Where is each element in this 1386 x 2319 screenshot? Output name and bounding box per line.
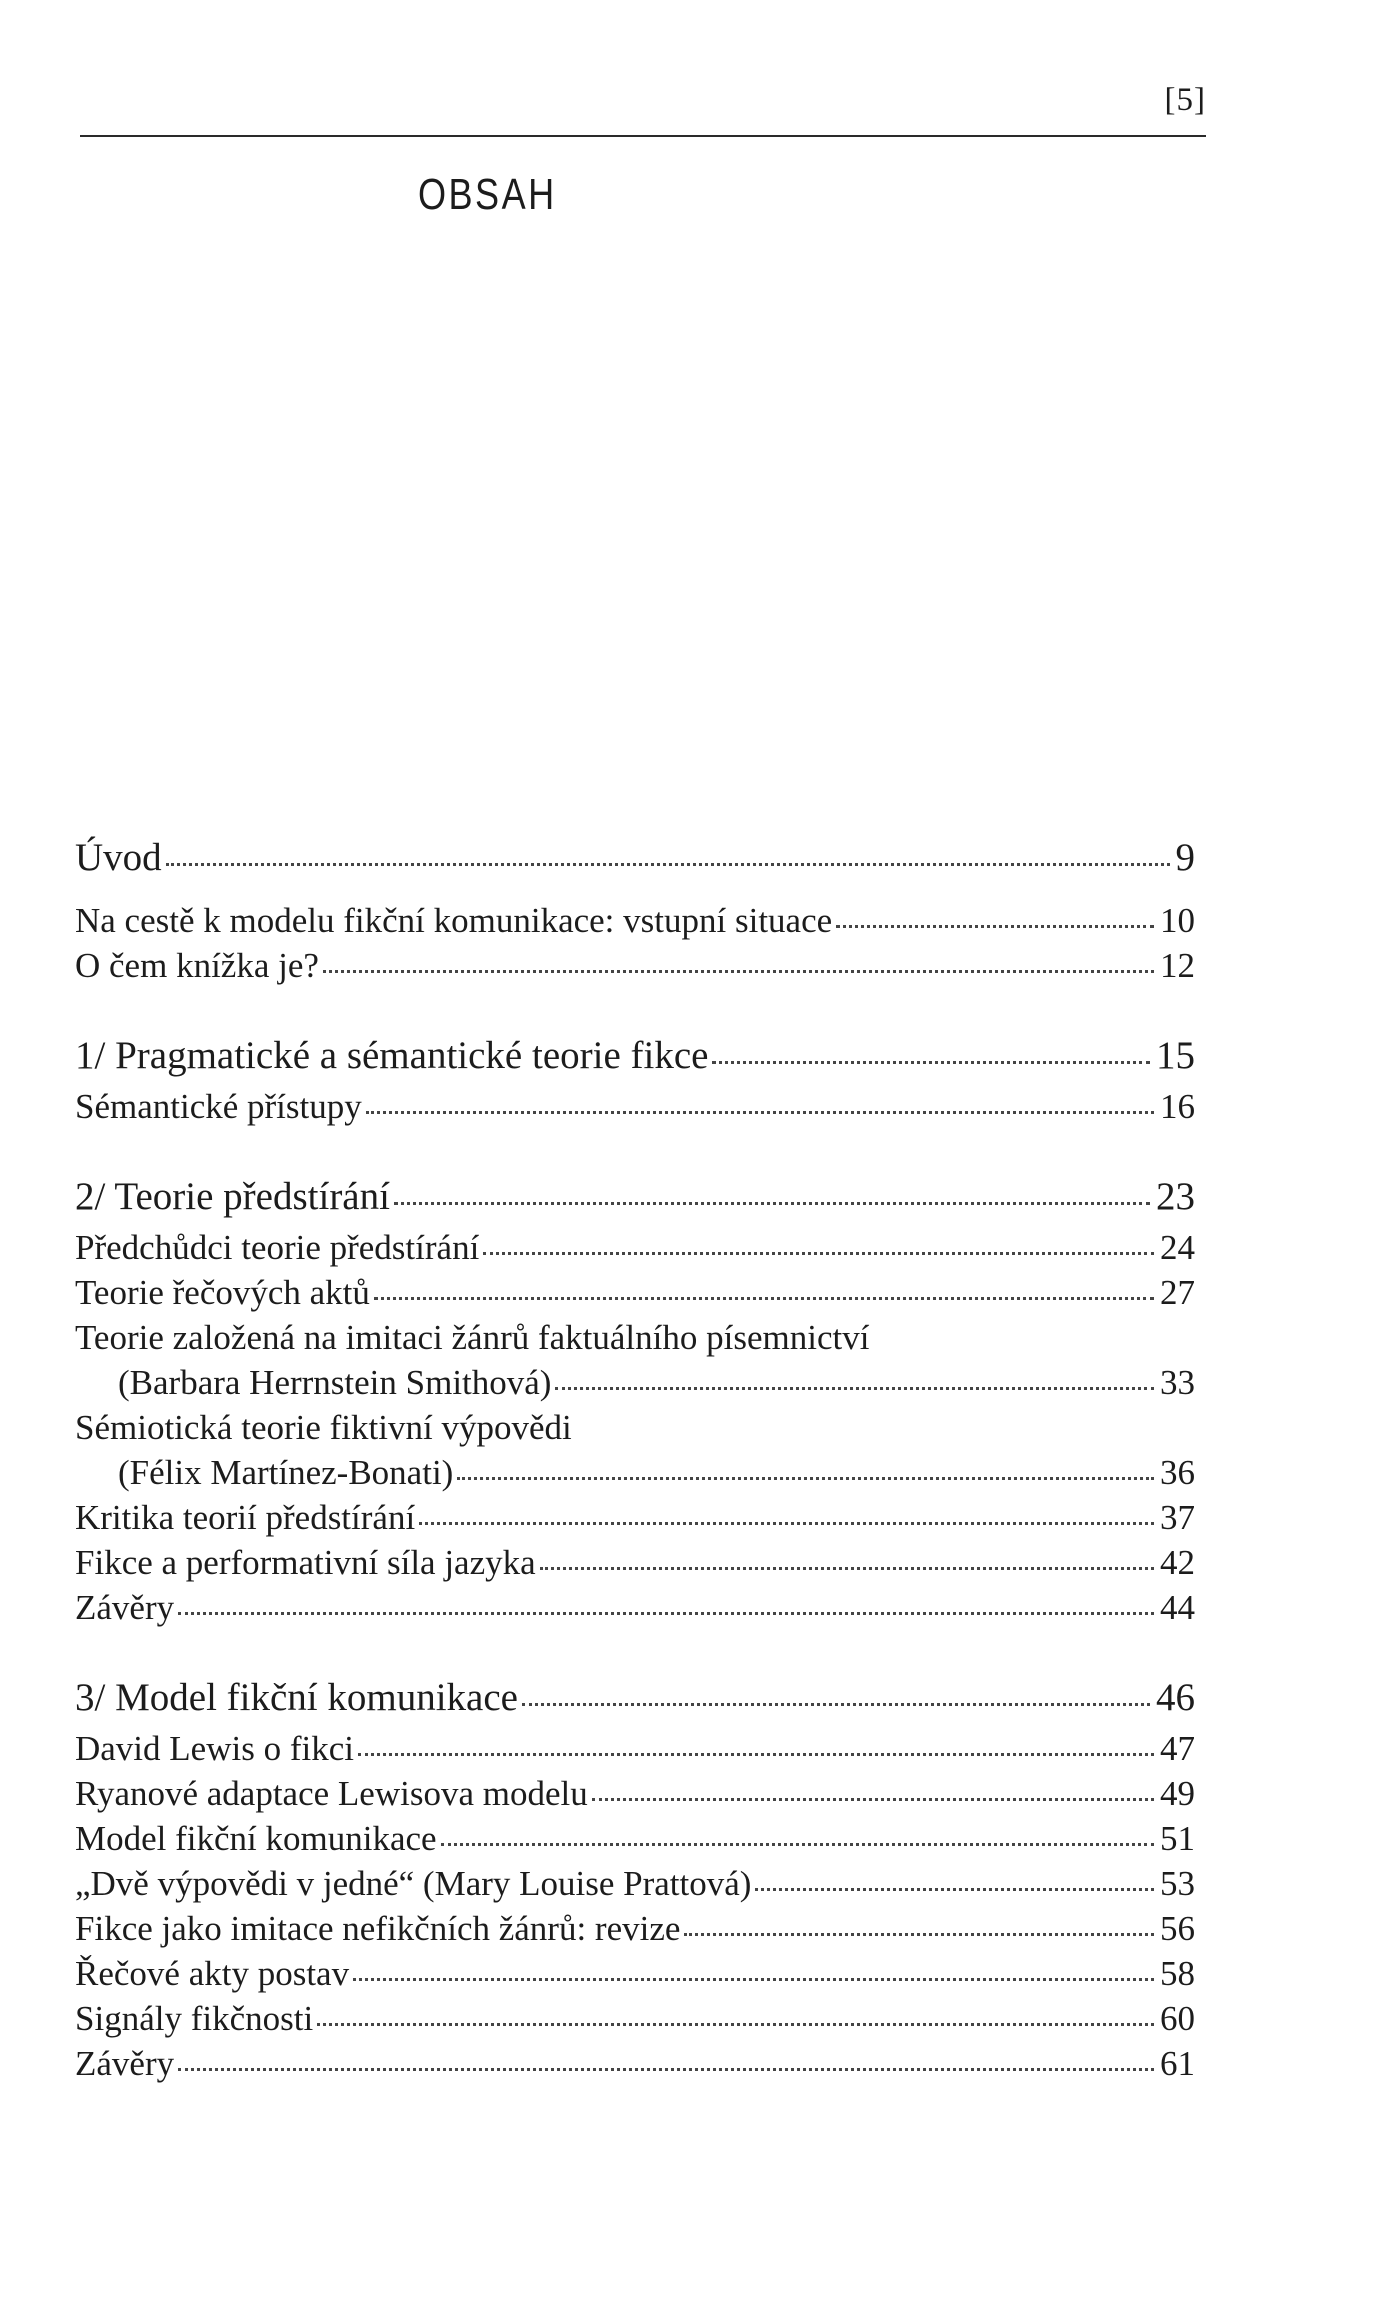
toc-entry-label: Na cestě k modelu fikční komunikace: vstupní situace bbox=[75, 901, 833, 940]
toc-entry-label: Sémantické přístupy bbox=[75, 1087, 362, 1126]
toc-spacer bbox=[75, 1129, 1195, 1169]
toc-entry[interactable] bbox=[75, 1084, 1195, 1129]
toc-entry-label: Fikce a performativní síla jazyka bbox=[75, 1543, 536, 1582]
toc-dot-leader bbox=[592, 1797, 1154, 1801]
toc-page-number: 10 bbox=[1160, 901, 1195, 940]
toc-page-number: 24 bbox=[1160, 1228, 1195, 1267]
toc-page-number: 42 bbox=[1160, 1543, 1195, 1582]
toc-entry[interactable] bbox=[75, 943, 1195, 988]
toc-entry-label: 2/ Teorie předstírání bbox=[75, 1175, 390, 1218]
toc-entry-label: Ryanové adaptace Lewisova modelu bbox=[75, 1774, 588, 1813]
toc-dot-leader bbox=[755, 1887, 1154, 1891]
toc-page-number: 47 bbox=[1160, 1729, 1195, 1768]
toc-dot-leader bbox=[394, 1201, 1150, 1205]
toc-entry-label: Fikce jako imitace nefikčních žánrů: revize bbox=[75, 1909, 681, 1948]
toc-chapter-entry[interactable] bbox=[75, 1670, 1195, 1726]
toc-dot-leader bbox=[836, 924, 1154, 928]
toc-page-number: 33 bbox=[1160, 1363, 1195, 1402]
toc-page-number: 46 bbox=[1156, 1676, 1195, 1719]
toc-page-number: 9 bbox=[1175, 836, 1195, 879]
toc-entry[interactable] bbox=[75, 1225, 1195, 1270]
toc-dot-leader bbox=[555, 1386, 1154, 1390]
toc-entry[interactable] bbox=[75, 2041, 1195, 2086]
toc-dot-leader bbox=[374, 1296, 1154, 1300]
toc-page-number: 44 bbox=[1160, 1588, 1195, 1627]
toc-chapter-entry[interactable] bbox=[75, 1169, 1195, 1225]
toc-entry[interactable] bbox=[75, 1816, 1195, 1861]
toc-page-number: 16 bbox=[1160, 1087, 1195, 1126]
toc-entry[interactable] bbox=[75, 1450, 1195, 1495]
toc-entry-label: (Félix Martínez-Bonati) bbox=[118, 1453, 454, 1492]
toc-entry-label: 3/ Model fikční komunikace bbox=[75, 1676, 518, 1719]
toc-entry[interactable] bbox=[75, 1360, 1195, 1405]
page-title: OBSAH bbox=[418, 170, 557, 219]
toc-entry-label: Závěry bbox=[75, 2044, 175, 2083]
toc-page-number: 56 bbox=[1160, 1909, 1195, 1948]
toc-entry[interactable] bbox=[75, 1861, 1195, 1906]
toc-dot-leader bbox=[522, 1702, 1150, 1706]
toc-page-number: 12 bbox=[1160, 946, 1195, 985]
page-number: [5] bbox=[1164, 82, 1206, 118]
toc-entry-label: Závěry bbox=[75, 1588, 175, 1627]
toc-entry-label: Sémiotická teorie fiktivní výpovědi bbox=[75, 1408, 572, 1447]
toc-page-number: 27 bbox=[1160, 1273, 1195, 1312]
toc-entry[interactable] bbox=[75, 1906, 1195, 1951]
toc-page-number: 53 bbox=[1160, 1864, 1195, 1903]
toc-entry-label: David Lewis o fikci bbox=[75, 1729, 354, 1768]
toc-entry-label: Kritika teorií předstírání bbox=[75, 1498, 416, 1537]
toc-entry-label: Předchůdci teorie předstírání bbox=[75, 1228, 480, 1267]
toc-entry[interactable] bbox=[75, 898, 1195, 943]
toc-dot-leader bbox=[684, 1932, 1154, 1936]
toc-entry-label: Signály fikčnosti bbox=[75, 1999, 314, 2038]
toc-entry-label: Teorie řečových aktů bbox=[75, 1273, 370, 1312]
toc-entry-label: Řečové akty postav bbox=[75, 1954, 350, 1993]
toc-dot-leader bbox=[712, 1060, 1150, 1064]
toc-entry-label: Model fikční komunikace bbox=[75, 1819, 437, 1858]
toc-dot-leader bbox=[457, 1476, 1154, 1480]
toc-entry[interactable] bbox=[75, 1771, 1195, 1816]
toc-entry[interactable] bbox=[75, 1405, 1195, 1450]
toc-page-number: 51 bbox=[1160, 1819, 1195, 1858]
toc-page-number: 58 bbox=[1160, 1954, 1195, 1993]
toc-dot-leader bbox=[358, 1752, 1154, 1756]
toc-page-number: 23 bbox=[1156, 1175, 1195, 1218]
toc-dot-leader bbox=[540, 1566, 1154, 1570]
header-rule bbox=[80, 135, 1206, 137]
toc-page-number: 15 bbox=[1156, 1034, 1195, 1077]
toc-entry[interactable] bbox=[75, 1585, 1195, 1630]
toc-page-number: 37 bbox=[1160, 1498, 1195, 1537]
toc-dot-leader bbox=[419, 1521, 1154, 1525]
toc-dot-leader bbox=[317, 2022, 1154, 2026]
toc-dot-leader bbox=[353, 1977, 1154, 1981]
toc-entry[interactable] bbox=[75, 1996, 1195, 2041]
toc-entry[interactable] bbox=[75, 1495, 1195, 1540]
toc-entry-label: Úvod bbox=[75, 836, 162, 879]
toc-spacer bbox=[75, 886, 1195, 898]
toc-entry-label: (Barbara Herrnstein Smithová) bbox=[118, 1363, 552, 1402]
toc-entry-label: Teorie založená na imitaci žánrů faktuálního písemnictví bbox=[75, 1318, 870, 1357]
toc-spacer bbox=[75, 1630, 1195, 1670]
toc-dot-leader bbox=[366, 1110, 1154, 1114]
toc-page-number: 60 bbox=[1160, 1999, 1195, 2038]
toc-chapter-entry[interactable] bbox=[75, 830, 1195, 886]
toc-dot-leader bbox=[178, 2067, 1154, 2071]
toc-page-number: 61 bbox=[1160, 2044, 1195, 2083]
toc-entry-label: 1/ Pragmatické a sémantické teorie fikce bbox=[75, 1034, 709, 1077]
toc-spacer bbox=[75, 988, 1195, 1028]
toc-page-number: 36 bbox=[1160, 1453, 1195, 1492]
toc-page-number: 49 bbox=[1160, 1774, 1195, 1813]
toc-entry[interactable] bbox=[75, 1315, 1195, 1360]
toc-dot-leader bbox=[178, 1611, 1154, 1615]
toc-entry[interactable] bbox=[75, 1540, 1195, 1585]
toc-chapter-entry[interactable] bbox=[75, 1028, 1195, 1084]
toc-entry[interactable] bbox=[75, 1270, 1195, 1315]
toc-dot-leader bbox=[483, 1251, 1154, 1255]
table-of-contents bbox=[75, 830, 1195, 2086]
toc-dot-leader bbox=[441, 1842, 1154, 1846]
toc-entry-label: „Dvě výpovědi v jedné“ (Mary Louise Prattová) bbox=[75, 1864, 752, 1903]
toc-entry-label: O čem knížka je? bbox=[75, 946, 319, 985]
toc-entry[interactable] bbox=[75, 1951, 1195, 1996]
toc-entry[interactable] bbox=[75, 1726, 1195, 1771]
toc-dot-leader bbox=[166, 862, 1170, 866]
toc-dot-leader bbox=[323, 969, 1154, 973]
